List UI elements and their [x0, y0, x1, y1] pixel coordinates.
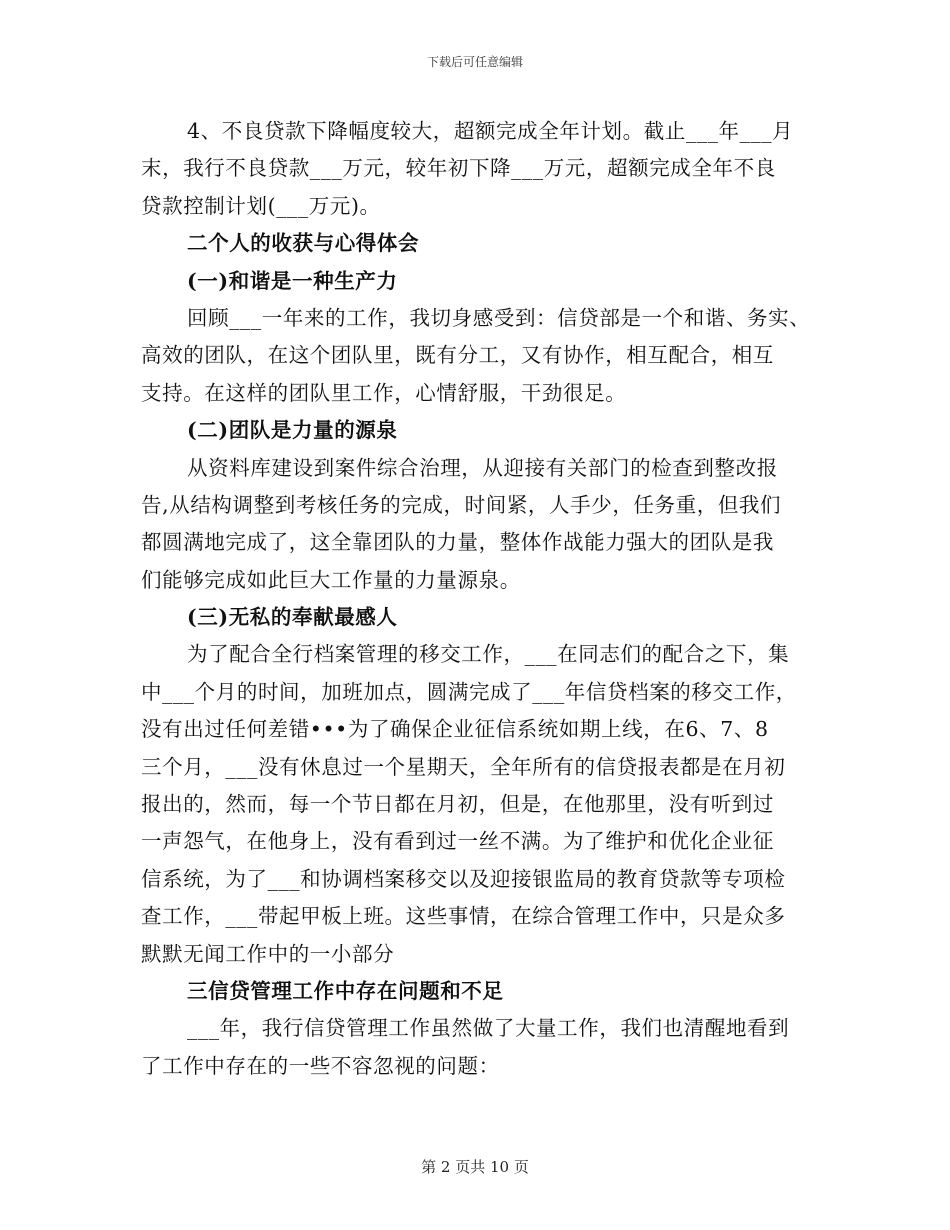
- text-line: 报出的，然而，每一个节日都在月初，但是，在他那里，没有听到过: [141, 792, 774, 817]
- text-line: 支持。在这样的团队里工作，心情舒服，干劲很足。: [141, 380, 627, 405]
- section-heading: 三信贷管理工作中存在问题和不足: [187, 978, 504, 1003]
- text-line: 三个月，___没有休息过一个星期天，全年所有的信贷报表都是在月初: [141, 754, 786, 779]
- text-line: 回顾___一年来的工作，我切身感受到：信贷部是一个和谐、务实、: [187, 305, 811, 330]
- section-heading: (一)和谐是一种生产力: [187, 268, 398, 293]
- text-line: 中___个月的时间，加班加点，圆满完成了___年信贷档案的移交工作，: [141, 679, 797, 704]
- text-line: 从资料库建设到案件综合治理，从迎接有关部门的检查到整改报: [187, 455, 778, 480]
- text-line: 了工作中存在的一些不容忽视的问题：: [141, 1053, 500, 1078]
- section-heading: (三)无私的奉献最感人: [187, 605, 398, 630]
- page-header: 下载后可任意编辑: [426, 55, 523, 69]
- page-footer: 第 2 页共 10 页: [421, 1158, 529, 1176]
- text-line: 都圆满地完成了，这全靠团队的力量，整体作战能力强大的团队是我: [141, 530, 774, 555]
- text-line: 高效的团队，在这个团队里，既有分工，又有协作，相互配合，相互: [141, 343, 774, 368]
- text-line: 信系统，为了___和协调档案移交以及迎接银监局的教育贷款等专项检: [141, 866, 786, 891]
- text-line: 末，我行不良贷款___万元，较年初下降___万元，超额完成全年不良: [141, 156, 776, 181]
- text-line: 4、不良贷款下降幅度较大，超额完成全年计划。截止___年___月: [187, 119, 794, 143]
- text-line: ___年，我行信贷管理工作虽然做了大量工作，我们也清醒地看到: [187, 1016, 790, 1041]
- section-heading: (二)团队是力量的源泉: [187, 418, 398, 443]
- text-line: 没有出过任何差错•••为了确保企业征信系统如期上线，在6、7、8: [141, 717, 769, 742]
- document-body: [141, 113, 831, 1085]
- section-heading: 二个人的收获与心得体会: [187, 231, 420, 256]
- text-line: 贷款控制计划(___万元)。: [141, 193, 381, 218]
- text-line: 默默无闻工作中的一小部分: [141, 941, 395, 966]
- text-line: 为了配合全行档案管理的移交工作，___在同志们的配合之下，集: [187, 642, 790, 667]
- text-line: 查工作，___带起甲板上班。这些事情，在综合管理工作中，只是众多: [141, 904, 786, 929]
- text-line: 一声怨气，在他身上，没有看到过一丝不满。为了维护和优化企业征: [141, 829, 774, 854]
- text-line: 告,从结构调整到考核任务的完成，时间紧，人手少，任务重，但我们: [141, 492, 782, 517]
- text-line: 们能够完成如此巨大工作量的力量源泉。: [141, 567, 521, 592]
